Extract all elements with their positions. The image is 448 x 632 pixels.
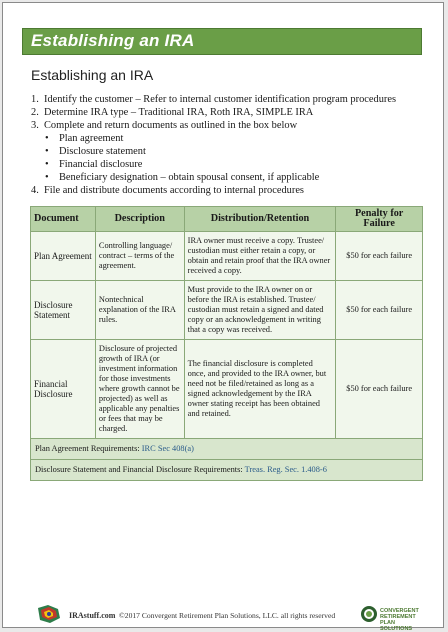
requirement-reference-link[interactable]: Treas. Reg. Sec. 1.408-6 bbox=[244, 465, 327, 474]
bullet-icon: • bbox=[45, 172, 49, 183]
column-header-penalty: Penalty for Failure bbox=[336, 207, 423, 232]
documents-table bbox=[30, 206, 423, 481]
requirement-label: Plan Agreement Requirements: bbox=[35, 444, 142, 453]
step-item bbox=[31, 119, 431, 132]
bullet-text: Financial disclosure bbox=[59, 159, 143, 170]
step-text: File and distribute documents according to internal procedures bbox=[44, 185, 304, 196]
requirements-cell bbox=[31, 460, 423, 481]
footer-site-name: IRAstuff.com bbox=[69, 611, 116, 620]
bullet-item bbox=[45, 171, 431, 184]
section-heading: Establishing an IRA bbox=[31, 67, 154, 83]
table-header-row bbox=[31, 207, 423, 232]
column-header-description: Description bbox=[95, 207, 184, 232]
cell-description: Disclosure of projected growth of IRA (or investment information for those investments where growth cannot be projected) as well as applicable any penalties or fees that may be charged. bbox=[95, 340, 184, 439]
bullet-text: Plan agreement bbox=[59, 133, 124, 144]
convergent-logo bbox=[360, 605, 422, 632]
step-item bbox=[31, 93, 431, 106]
requirements-cell bbox=[31, 439, 423, 460]
cell-penalty: $50 for each failure bbox=[336, 281, 423, 340]
irastuff-logo-icon bbox=[36, 604, 62, 624]
convergent-logo-icon bbox=[360, 605, 378, 623]
page-title: Establishing an IRA bbox=[31, 31, 195, 50]
requirements-row bbox=[31, 460, 423, 481]
bullet-item bbox=[45, 132, 431, 145]
footer-copyright: ©2017 Convergent Retirement Plan Solutions, LLC. all rights reserved bbox=[119, 611, 336, 620]
brand-tagline: RETIREMENT PLAN SOLUTIONS bbox=[380, 614, 416, 632]
brand-text bbox=[380, 608, 422, 632]
title-banner bbox=[22, 28, 422, 55]
step-number: 2. bbox=[31, 107, 39, 118]
cell-penalty: $50 for each failure bbox=[336, 232, 423, 281]
step-text: Complete and return documents as outlined in the box below bbox=[44, 120, 298, 131]
table-row bbox=[31, 232, 423, 281]
requirement-label: Disclosure Statement and Financial Disclosure Requirements: bbox=[35, 465, 245, 474]
bullet-text: Beneficiary designation – obtain spousal consent, if applicable bbox=[59, 172, 320, 183]
bullet-text: Disclosure statement bbox=[59, 146, 146, 157]
column-header-document: Document bbox=[31, 207, 96, 232]
step-number: 3. bbox=[31, 120, 39, 131]
step-text: Identify the customer – Refer to internal customer identification program procedures bbox=[44, 94, 397, 105]
steps-list bbox=[31, 93, 431, 197]
bullet-icon: • bbox=[45, 159, 49, 170]
cell-distribution: Must provide to the IRA owner on or before the IRA is established. Trustee/ custodian must retain a signed and dated copy or an acknowledgement in writing that a copy was received. bbox=[184, 281, 336, 340]
cell-document: Plan Agreement bbox=[31, 232, 96, 281]
bullet-icon: • bbox=[45, 146, 49, 157]
step-text: Determine IRA type – Traditional IRA, Roth IRA, SIMPLE IRA bbox=[44, 107, 314, 118]
table-row bbox=[31, 340, 423, 439]
step-number: 4. bbox=[31, 185, 39, 196]
step-number: 1. bbox=[31, 94, 39, 105]
document-bullet-list bbox=[45, 132, 431, 184]
document-page bbox=[2, 2, 444, 632]
table-row bbox=[31, 281, 423, 340]
step-item bbox=[31, 106, 431, 119]
cell-description: Controlling language/ contract – terms of the agreement. bbox=[95, 232, 184, 281]
cell-description: Nontechnical explanation of the IRA rules. bbox=[95, 281, 184, 340]
column-header-distribution: Distribution/Retention bbox=[184, 207, 336, 232]
cell-document: Disclosure Statement bbox=[31, 281, 96, 340]
requirement-reference-link[interactable]: IRC Sec 408(a) bbox=[141, 444, 194, 453]
bullet-item bbox=[45, 145, 431, 158]
bullet-icon: • bbox=[45, 133, 49, 144]
cell-distribution: The financial disclosure is completed once, and provided to the IRA owner, but need not be filed/retained as long as a signed acknowledgement by the IRA owner stating receipt has been obtained and retained. bbox=[184, 340, 336, 439]
cell-distribution: IRA owner must receive a copy. Trustee/ custodian must either retain a copy, or obtain and retain proof that the IRA owner received a copy. bbox=[184, 232, 336, 281]
bullet-item bbox=[45, 158, 431, 171]
cell-penalty: $50 for each failure bbox=[336, 340, 423, 439]
requirements-row bbox=[31, 439, 423, 460]
brand-name: CONVERGENT bbox=[380, 608, 419, 614]
cell-document: Financial Disclosure bbox=[31, 340, 96, 439]
step-item bbox=[31, 184, 431, 197]
